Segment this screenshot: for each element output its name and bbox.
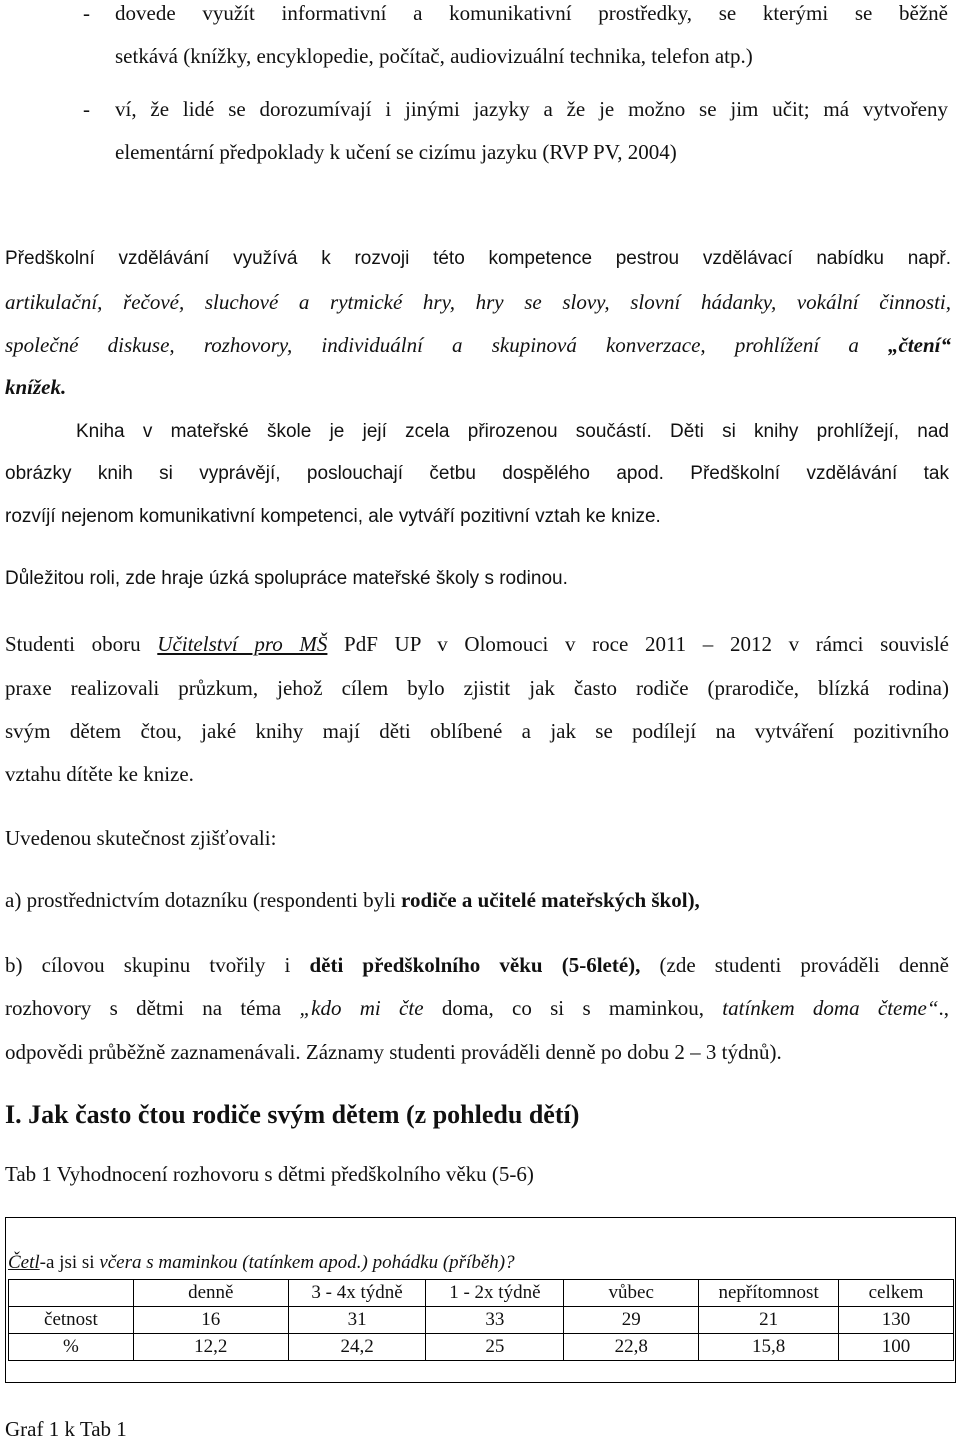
- results-table: [8, 1279, 954, 1361]
- table-cell: 25: [426, 1334, 564, 1361]
- bullet-text: elementární předpoklady k učení se cizímu jazyku (RVP PV, 2004): [115, 140, 677, 164]
- paragraph-line: [5, 290, 951, 315]
- italic-text: „kdo mi čte: [299, 996, 424, 1020]
- table-cell: 33: [426, 1307, 564, 1334]
- study-program-name: Učitelství pro MŠ: [157, 632, 328, 656]
- paragraph-line: odpovědi průběžně zaznamenávali. Záznamy studenti prováděli denně po dobu 2 – 3 týdnů).: [5, 1040, 782, 1064]
- text-span: .,: [938, 996, 950, 1020]
- italic-text: Četl: [8, 1252, 40, 1273]
- paragraph-line: svým dětem čtou, jaké knihy mají děti oblíbené a jak se podílejí na vytváření pozitivního: [5, 719, 949, 743]
- table-cell: 22,8: [564, 1334, 699, 1361]
- paragraph-line: Předškolní vzdělávání využívá k rozvoji této kompetence pestrou vzdělávací nabídku např.: [5, 248, 951, 269]
- table-header-row: [9, 1280, 954, 1307]
- bold-italic-text: „čtení“: [888, 333, 951, 357]
- italic-text: tatínkem doma čteme“: [722, 996, 939, 1020]
- text-span: (zde studenti prováděli denně: [640, 953, 949, 977]
- table-cell: %: [9, 1334, 134, 1361]
- table-header-cell: nepřítomnost: [699, 1280, 839, 1307]
- text-span: b) cílovou skupinu tvořily i: [5, 953, 310, 977]
- paragraph-line: obrázky knih si vyprávějí, poslouchají četbu dospělého apod. Předškolní vzdělávání tak: [5, 463, 949, 484]
- table-question: [8, 1252, 515, 1274]
- section-heading: I. Jak často čtou rodiče svým dětem (z pohledu dětí): [5, 1100, 580, 1129]
- paragraph-line: Uvedenou skutečnost zjišťovali:: [5, 826, 277, 850]
- bold-text: děti předškolního věku (5-6leté),: [309, 953, 641, 977]
- italic-text: společné diskuse, rozhovory, individuální a skupinová konverzace, prohlížení a: [5, 333, 888, 357]
- figure-caption: Graf 1 k Tab 1: [5, 1417, 127, 1441]
- table-cell: 29: [564, 1307, 699, 1334]
- table-cell: 31: [288, 1307, 426, 1334]
- table-cell: 15,8: [699, 1334, 839, 1361]
- bullet-dash: -: [83, 1, 90, 25]
- paragraph-line: [5, 375, 66, 400]
- paragraph-line: [5, 996, 949, 1021]
- paragraph-line: praxe realizovali průzkum, jehož cílem bylo zjistit jak často rodiče (prarodiče, blízká rodina): [5, 676, 949, 700]
- table-header-cell: 3 - 4x týdně: [288, 1280, 426, 1307]
- table-header-cell: [9, 1280, 134, 1307]
- bullet-text: dovede využít informativní a komunikativní prostředky, se kterými se běžně: [115, 1, 948, 25]
- table-cell: 24,2: [288, 1334, 426, 1361]
- paragraph-line: [5, 333, 951, 358]
- paragraph-line: vztahu dítěte ke knize.: [5, 762, 194, 786]
- text-span: rozhovory s dětmi na téma: [5, 996, 300, 1020]
- paragraph-line: Důležitou roli, zde hraje úzká spolupráce mateřské školy s rodinou.: [5, 568, 568, 589]
- table-cell: 21: [699, 1307, 839, 1334]
- paragraph-line: [5, 632, 949, 657]
- italic-text: včera s maminkou (tatínkem apod.) pohádku (příběh)?: [99, 1252, 515, 1273]
- text-span: Studenti oboru: [5, 632, 158, 656]
- table-header-cell: denně: [133, 1280, 288, 1307]
- table-cell: 16: [133, 1307, 288, 1334]
- paragraph-line: rozvíjí nejenom komunikativní kompetenci, ale vytváří pozitivní vztah ke knize.: [5, 506, 661, 527]
- bullet-dash: -: [83, 97, 90, 121]
- table-caption: Tab 1 Vyhodnocení rozhovoru s dětmi předškolního věku (5-6): [5, 1162, 534, 1186]
- paragraph-line: Kniha v mateřské škole je její zcela přirozenou součástí. Děti si knihy prohlížejí, nad: [76, 421, 949, 442]
- table-header-cell: 1 - 2x týdně: [426, 1280, 564, 1307]
- table-cell: 100: [839, 1334, 954, 1361]
- table-cell: 130: [839, 1307, 954, 1334]
- table-row: [9, 1307, 954, 1334]
- list-item-a: [5, 888, 700, 913]
- bold-text: rodiče a učitelé mateřských škol),: [401, 888, 700, 912]
- bullet-text: setkává (knížky, encyklopedie, počítač, audiovizuální technika, telefon atp.): [115, 44, 753, 68]
- table-header-cell: celkem: [839, 1280, 954, 1307]
- bullet-text: ví, že lidé se dorozumívají i jinými jazyky a že je možno se jim učit; má vytvořeny: [115, 97, 948, 121]
- table-cell: četnost: [9, 1307, 134, 1334]
- text-span: PdF UP v Olomouci v roce 2011 – 2012 v rámci souvislé: [327, 632, 949, 656]
- bold-italic-text: knížek.: [5, 375, 67, 399]
- italic-text: artikulační, řečové, sluchové a rytmické hry, hry se slovy, slovní hádanky, vokální činnosti,: [5, 290, 951, 314]
- table-header-cell: vůbec: [564, 1280, 699, 1307]
- text-span: -a jsi si: [39, 1252, 100, 1273]
- table-cell: 12,2: [133, 1334, 288, 1361]
- list-item-b: [5, 953, 949, 978]
- text-span: doma, co si s maminkou,: [423, 996, 723, 1020]
- table-row: [9, 1334, 954, 1361]
- text-span: a) prostřednictvím dotazníku (respondenti byli: [5, 888, 401, 912]
